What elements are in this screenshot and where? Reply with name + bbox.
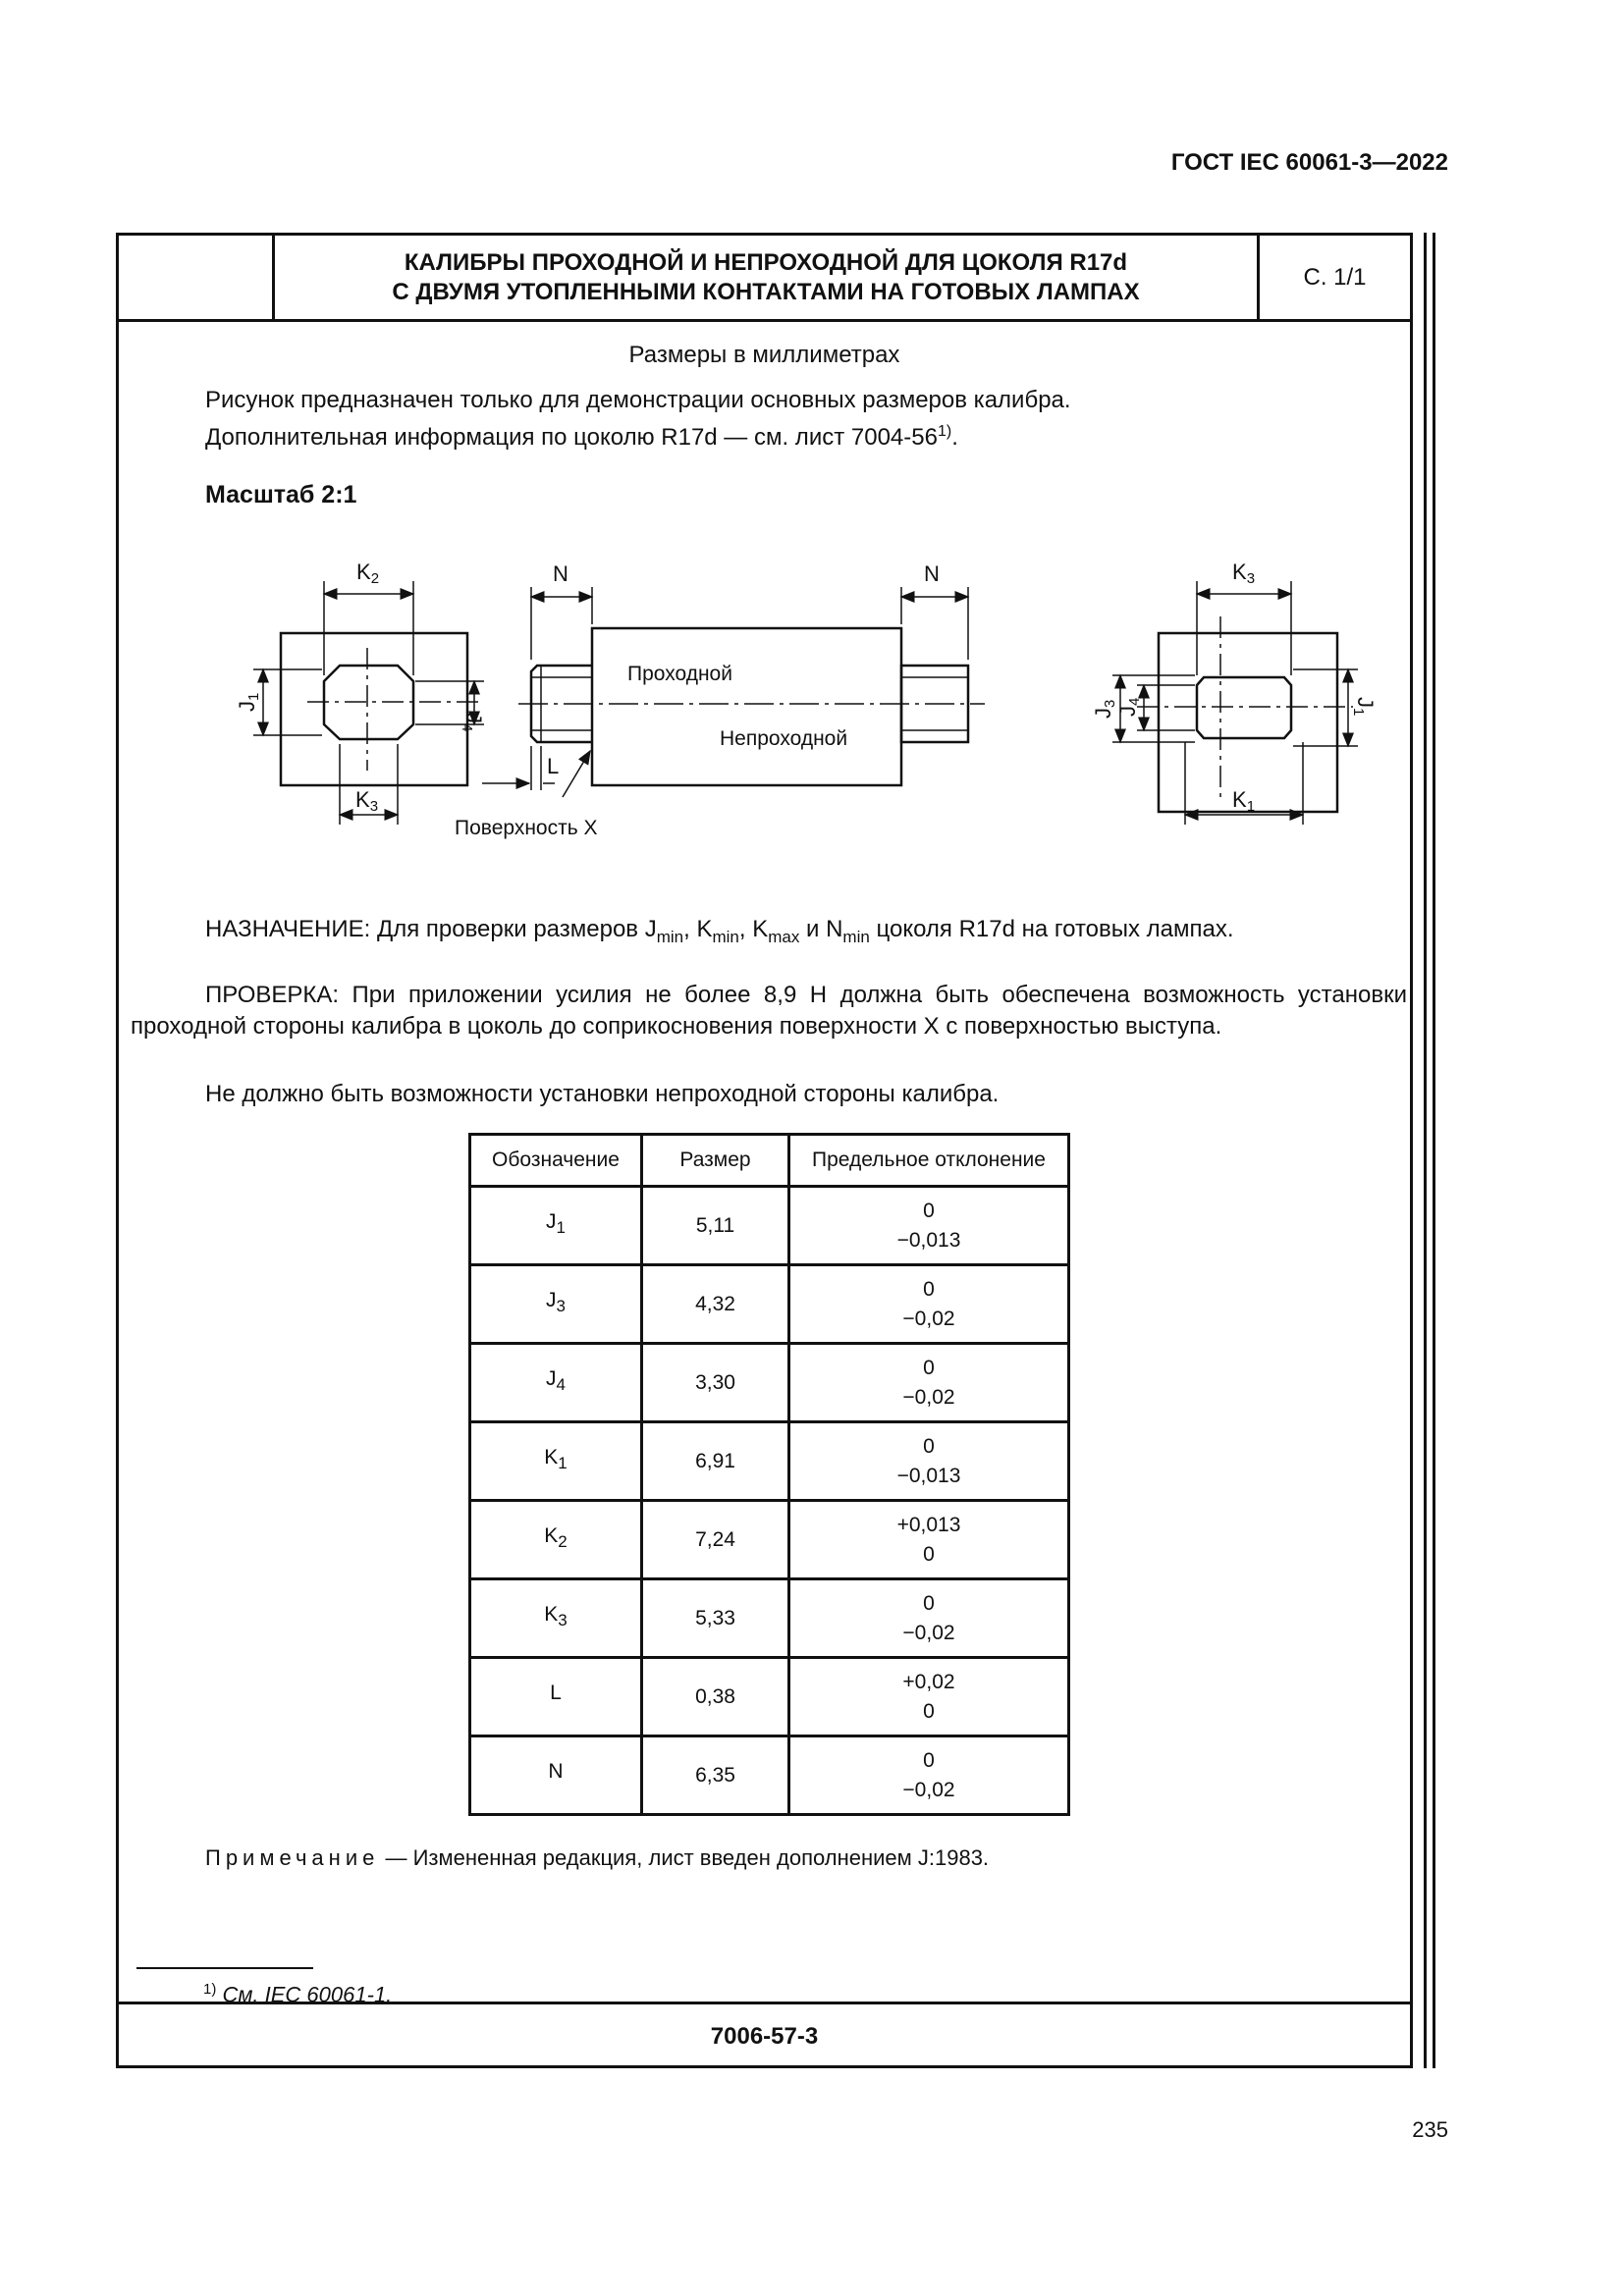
cell-size: 3,30 [642,1344,789,1422]
label-surface-x: Поверхность X [455,817,598,839]
dim-label-j1-left: J1 [235,692,262,712]
note-text: — Измененная редакция, лист введен дополнением J:1983. [379,1845,990,1870]
dim-label-j1-right: J1 [1350,697,1378,717]
cell-tolerance: +0,02 0 [789,1658,1069,1736]
cell-tolerance: 0 −0,02 [789,1736,1069,1815]
page-number: 235 [1412,2117,1448,2142]
table-header-row [470,1135,1069,1187]
table-row [470,1265,1069,1344]
cell-symbol: L [470,1658,642,1736]
table-row [470,1736,1069,1815]
title-block [119,236,1410,322]
left-end-outer [281,633,467,785]
cell-size: 0,38 [642,1658,789,1736]
footnote-divider [136,1967,313,1969]
table-row [470,1501,1069,1579]
dim-label-l: L [547,754,560,778]
table-row [470,1579,1069,1658]
gauge-drawing [170,550,1397,844]
scale-label: Масштаб 2:1 [205,481,357,508]
intro-line-2: Дополнительная информация по цоколю R17d — см. лист 7004-56$^{1)}$. [205,423,958,451]
title-cell [275,236,1260,319]
note-label: Примечание [205,1845,380,1870]
footnote: $^{1)}$ См. IEC 60061-1. [203,1981,393,2007]
col-header-tolerance: Предельное отклонение [789,1135,1069,1187]
title-line-1: КАЛИБРЫ ПРОХОДНОЙ И НЕПРОХОДНОЙ ДЛЯ ЦОКОЛЯ R17d [404,248,1128,276]
cell-tolerance: 0 −0,02 [789,1344,1069,1422]
label-go: Проходной [627,663,732,685]
cell-size: 5,11 [642,1187,789,1265]
no-insert-paragraph: Не должно быть возможности установки непроходной стороны калибра. [205,1081,1000,1107]
cell-tolerance: 0 −0,013 [789,1187,1069,1265]
frame-rule [1433,233,1435,2068]
dim-label-k3-right: K3 [1232,560,1256,587]
note [205,1845,989,1871]
dim-label-j4-right: J4 [1115,697,1143,717]
table-row [470,1344,1069,1422]
cell-symbol: $J_3$ [470,1265,642,1344]
cell-symbol: N [470,1736,642,1815]
cell-symbol: $K_1$ [470,1422,642,1501]
dim-label-k1-right: K1 [1232,787,1256,815]
intro-paragraph [205,385,1071,454]
cell-symbol: $J_1$ [470,1187,642,1265]
col-header-symbol: Обозначение [470,1135,642,1187]
cell-symbol: $K_2$ [470,1501,642,1579]
cell-size: 5,33 [642,1579,789,1658]
dim-label-n-right: N [924,561,940,586]
dimensions-table [468,1133,1070,1816]
sheet-frame [116,233,1413,2068]
table-row [470,1658,1069,1736]
table-row [470,1422,1069,1501]
dim-label-k3-left: K3 [355,787,379,815]
cell-symbol: $J_4$ [470,1344,642,1422]
label-nogo: Непроходной [720,727,848,750]
dim-label-k2: K2 [356,560,380,587]
title-empty-cell [119,236,275,319]
units-note: Размеры в миллиметрах [628,342,900,368]
title-line-2: С ДВУМЯ УТОПЛЕННЫМИ КОНТАКТАМИ НА ГОТОВЫХ ЛАМПАХ [392,278,1140,305]
purpose-text: НАЗНАЧЕНИЕ: Для проверки размеров $J_{min}$, $K_{min}$, $K_{max}$ и $N_{min}$ цоколя R17d на готовых лампах. [205,916,1234,946]
cell-size: 6,35 [642,1736,789,1815]
dim-label-n-left: N [553,561,568,586]
table-row [470,1187,1069,1265]
cell-tolerance: 0 −0,02 [789,1579,1069,1658]
footnote-ref: 1) [937,423,952,440]
col-header-size: Размер [642,1135,789,1187]
cell-tolerance: 0 −0,013 [789,1422,1069,1501]
cell-tolerance: +0,013 0 [789,1501,1069,1579]
intro-line-1: Рисунок предназначен только для демонстрации основных размеров калибра. [205,387,1071,413]
standard-code: ГОСТ IEC 60061-3—2022 [1170,149,1448,176]
cell-tolerance: 0 −0,02 [789,1265,1069,1344]
right-end-contact [1197,677,1291,738]
frame-rule [1424,233,1427,2068]
dim-label-j3-right: J3 [1091,699,1118,719]
cell-size: 4,32 [642,1265,789,1344]
cell-symbol: $K_3$ [470,1579,642,1658]
dim-label-j4-left: J4 [459,713,486,732]
sheet-number: С. 1/1 [1303,263,1367,291]
check-paragraph: ПРОВЕРКА: При приложении усилия не более 8,9 Н должна быть обеспечена возможность установки проходной стороны калибра в цоколь до соприкосновения поверхности X с поверхностью выступа. [131,982,1407,1040]
cell-size: 6,91 [642,1422,789,1501]
sheet-code: 7006-57-3 [119,2002,1410,2068]
gauge-body [592,628,901,785]
cell-size: 7,24 [642,1501,789,1579]
